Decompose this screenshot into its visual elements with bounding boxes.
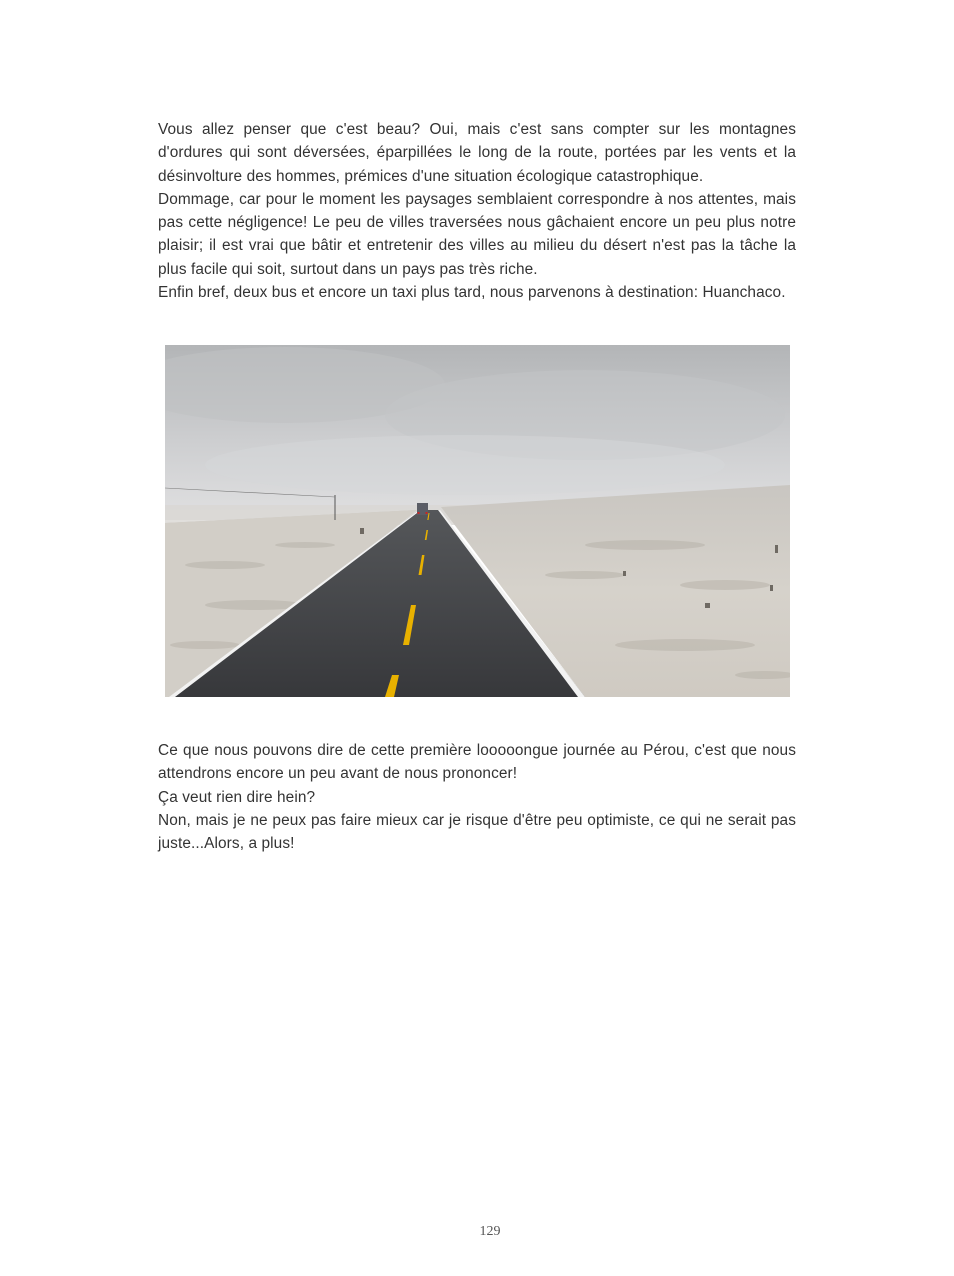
bus-light	[418, 512, 420, 514]
desert-road-photo	[165, 345, 790, 697]
paragraph: Non, mais je ne peux pas faire mieux car je risque d'être peu optimiste, ce qui ne serait pas juste...Alors, a plus!	[158, 811, 796, 853]
cloud	[205, 435, 725, 495]
text-block-top	[158, 118, 796, 304]
paragraph: Ce que nous pouvons dire de cette première looooongue journée au Pérou, c'est que nous attendrons encore un peu avant de nous prononcer!	[158, 742, 796, 783]
paragraph: Ça veut rien dire hein?	[158, 788, 316, 806]
page-number: 129	[479, 1224, 501, 1239]
paragraph: Dommage, car pour le moment les paysages semblaient correspondre à nos attentes, mais pas cette négligence! Le peu de villes traversées nous gâchaient encore un peu plus notre plaisir; il est vrai que bâtir et entretenir des villes au milieu du désert n'est pas la tâche la plus facile qui soit, surtout dans un pays pas très riche.	[158, 190, 796, 278]
paragraph: Vous allez penser que c'est beau? Oui, mais c'est sans compter sur les montagnes d'ordures qui sont déversées, éparpillées le long de la route, portées par les vents et la désinvolture des hommes, prémices d'une situation écologique catastrophique.	[158, 121, 796, 185]
text-block-bottom	[158, 739, 796, 855]
paragraph: Enfin bref, deux bus et encore un taxi plus tard, nous parvenons à destination: Huanchaco.	[158, 284, 786, 302]
bus-light	[426, 512, 428, 514]
